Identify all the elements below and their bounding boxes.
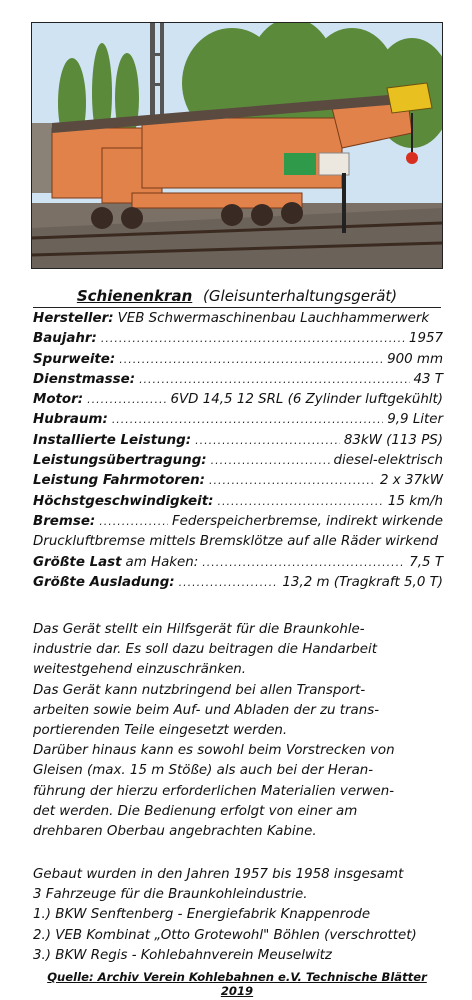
spec-value: 1957 <box>408 331 443 347</box>
description-line: Das Gerät stellt ein Hilfsgerät für die Braunkohle- <box>33 622 365 637</box>
spec-value: 6VD 14,5 12 SRL (6 Zylinder luftgekühlt) <box>170 392 443 408</box>
title-main: Schienenkran <box>76 287 193 305</box>
spec-label: Leistungsübertragung: <box>33 453 207 469</box>
description-line: det werden. Die Bedienung erfolgt von einer am <box>33 803 358 819</box>
description-line: industrie dar. Es soll dazu beitragen die Handarbeit <box>33 642 377 658</box>
dot-leader <box>87 393 166 406</box>
spec-row <box>33 392 443 412</box>
dot-leader <box>202 556 405 569</box>
spec-row <box>33 412 443 432</box>
spec-label: Hersteller: <box>33 311 114 326</box>
dot-leader <box>99 515 168 528</box>
spec-value: 83kW (113 PS) <box>343 432 443 448</box>
description-line: führung der hierzu erforderlichen Materialien verwen- <box>33 783 395 799</box>
dot-leader <box>217 495 383 508</box>
spec-value: Federspeicherbremse, indirekt wirkende <box>171 513 443 529</box>
spec-label: Größte Last <box>33 554 122 570</box>
spec-label: Hubraum: <box>33 412 108 428</box>
dot-leader <box>119 353 383 366</box>
spec-row <box>33 494 443 514</box>
spec-label: Spurweite: <box>33 351 116 367</box>
spec-label: Leistung Fahrmotoren: <box>33 473 205 489</box>
description-line: weitestgehend einzuschränken. <box>33 662 247 678</box>
spec-row-manufacturer <box>33 311 443 331</box>
dot-leader <box>209 474 376 487</box>
spec-value: 15 km/h <box>387 493 443 509</box>
spec-label: Dienstmasse: <box>33 371 136 387</box>
spec-row <box>33 433 443 453</box>
spec-row <box>33 331 443 351</box>
spec-row <box>33 352 443 372</box>
spec-label: Bremse: <box>33 513 96 529</box>
spec-label: Baujahr: <box>33 331 97 347</box>
spec-row-brake-continued <box>33 534 443 554</box>
spec-row <box>33 453 443 473</box>
dot-leader <box>195 434 340 447</box>
spec-value: 7,5 T <box>409 554 443 570</box>
spec-label-suffix: am Haken: <box>125 554 199 570</box>
dot-leader <box>211 454 330 467</box>
page-title <box>33 287 441 308</box>
dot-leader <box>112 413 383 426</box>
title-sub: (Gleisunterhaltungsgerät) <box>203 287 398 305</box>
spec-label: Höchstgeschwindigkeit: <box>33 493 214 509</box>
source-credit: Quelle: Archiv Verein Kohlebahnen e.V. Technische Blätter 2019 <box>47 970 427 998</box>
production-line: Gebaut wurden in den Jahren 1957 bis 1958 insgesamt <box>33 867 404 882</box>
spec-label: Motor: <box>33 392 84 408</box>
crane-photo <box>31 22 443 269</box>
production-line: 1.) BKW Senftenberg - Energiefabrik Knappenrode <box>33 907 371 923</box>
dot-leader <box>139 373 409 386</box>
production-line: 3.) BKW Regis - Kohlebahnverein Meuselwitz <box>33 947 332 963</box>
spec-value: 2 x 37kW <box>380 473 443 489</box>
production-line: 2.) VEB Kombinat „Otto Grotewohl" Böhlen (verschrottet) <box>33 927 417 943</box>
spec-value: 900 mm <box>387 351 443 367</box>
spec-label: Installierte Leistung: <box>33 432 192 448</box>
spec-value: Druckluftbremse mittels Bremsklötze auf alle Räder wirkend <box>33 534 439 550</box>
description-line: drehbaren Oberbau angebrachten Kabine. <box>33 824 317 840</box>
spec-row <box>33 372 443 392</box>
spec-label: Größte Ausladung: <box>33 574 175 590</box>
description-line: Das Gerät kann nutzbringend bei allen Transport- <box>33 682 366 698</box>
spec-value: 9,9 Liter <box>387 412 443 428</box>
description <box>33 620 448 842</box>
spec-value: 43 T <box>413 371 443 387</box>
description-line: Gleisen (max. 15 m Stöße) als auch bei der Heran- <box>33 763 374 779</box>
spec-row <box>33 473 443 493</box>
spec-value: 13,2 m (Tragkraft 5,0 T) <box>282 574 443 590</box>
description-line: Darüber hinaus kann es sowohl beim Vorstrecken von <box>33 743 395 759</box>
spec-value: VEB Schwermaschinenbau Lauchhammerwerk <box>117 311 430 326</box>
spec-row-max-load <box>33 555 443 575</box>
description-line: arbeiten sowie beim Auf- und Abladen der zu trans- <box>33 702 380 718</box>
spec-table <box>33 311 443 595</box>
production-line: 3 Fahrzeuge für die Braunkohleindustrie. <box>33 887 308 903</box>
dot-leader <box>179 576 279 589</box>
description-line: portierenden Teile eingesetzt werden. <box>33 723 288 739</box>
spec-value: diesel-elektrisch <box>333 453 443 469</box>
spec-row-max-reach <box>33 575 443 595</box>
spec-row <box>33 514 443 534</box>
production-list <box>33 865 448 966</box>
dot-leader <box>101 332 405 345</box>
